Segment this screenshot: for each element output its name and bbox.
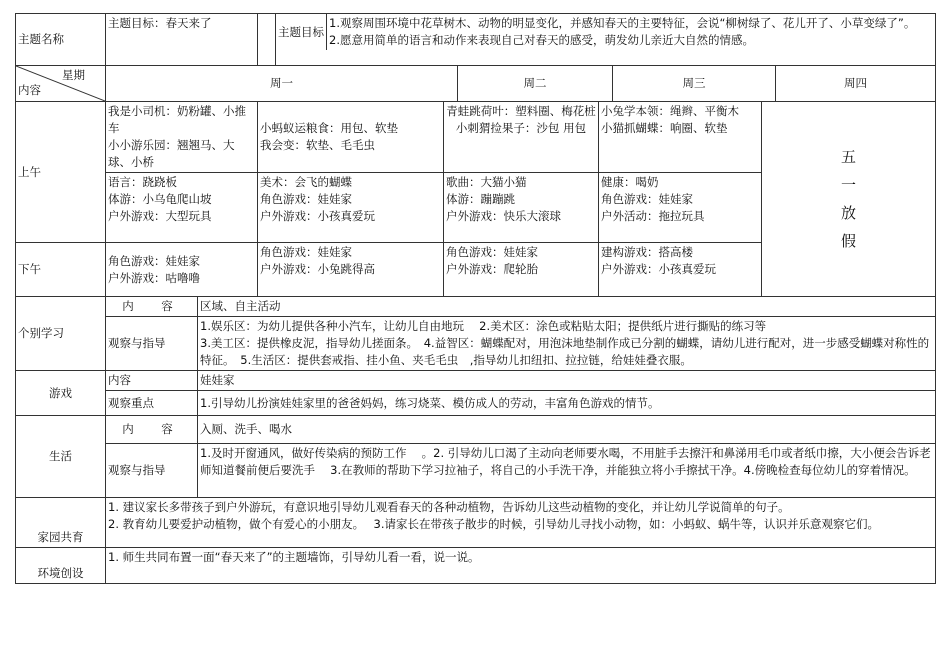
home-line-2: 2. 教育幼儿要爱护动植物，做个有爱心的小朋友。 3.请家长在带孩子散步的时候，引导幼儿寻找小动物，如：小蚂蚁、蜗牛等，认识并乐意观察它们。: [108, 517, 879, 531]
environment-row: [16, 548, 936, 584]
life-observe-row: [16, 444, 936, 498]
individual-content-row: [16, 297, 936, 317]
game-focus: 1.引导幼儿扮演娃娃家里的爸爸妈妈，练习烧菜、模仿成人的劳动，丰富角色游戏的情节。: [198, 391, 936, 416]
friday-char-1: 五: [840, 148, 856, 166]
morning-mon-1: [106, 102, 258, 173]
morning-wed-1-line-2: 小刺猬捡果子：沙包 用包: [455, 121, 587, 135]
goal-spacer: [258, 14, 276, 66]
individual-observe-label: 观察与指导: [106, 317, 198, 371]
day-header-mon: 周一: [106, 66, 458, 102]
life-label: 生活: [16, 416, 106, 498]
afternoon-thu-line-2: 户外游戏：小孩真爱玩: [601, 262, 716, 276]
individual-content: 区域、自主活动: [198, 297, 936, 317]
afternoon-wed: [444, 243, 599, 297]
life-observe-label: 观察与指导: [106, 444, 198, 498]
morning-wed-2-line-2: 体游：蹦蹦跳: [446, 192, 515, 206]
day-header-wed: 周三: [613, 66, 776, 102]
morning-thu-1: [599, 102, 762, 173]
morning-tue-2-line-3: 户外游戏：小孩真爱玩: [260, 209, 375, 223]
life-observe: 1.及时开窗通风，做好传染病的预防工作 。2. 引导幼儿口渴了主动向老师要水喝，不用脏手去擦汗和鼻涕用毛巾或者纸巾擦，大小便会告诉老师知道餐前便后要洗手 3.在教师的帮助下学习拉袖子，将自己的小手洗干净，并能独立将小手擦拭干净。4.傍晚检查每位幼儿的穿着情况。: [198, 444, 936, 498]
afternoon-mon: [106, 243, 258, 297]
morning-thu-1-line-1: 小兔学本领：绳辫、平衡木: [601, 104, 739, 118]
morning-wed-2-line-1: 歌曲：大猫小猫: [446, 175, 527, 189]
morning-mon-1-line-2: 小小游乐园：翘翘马、大球、小桥: [108, 138, 235, 169]
life-content: 入厕、洗手、喝水: [198, 416, 936, 444]
weekly-plan-sheet: [15, 13, 935, 591]
corner-weekday-label: 星期: [62, 68, 85, 82]
individual-label: 个别学习: [16, 297, 106, 371]
weekly-plan-table: [15, 13, 936, 102]
morning-wed-1: [444, 102, 599, 173]
friday-char-2: 一: [840, 176, 856, 194]
morning-tue-1-line-1: 小蚂蚁运粮食：用包、软垫: [260, 121, 398, 135]
activities-table: [15, 296, 936, 584]
game-label: 游戏: [16, 371, 106, 416]
afternoon-wed-line-2: 户外游戏：爬轮胎: [446, 262, 538, 276]
home-label: 家园共育: [16, 498, 106, 548]
morning-thu-2-line-3: 户外活动：拖拉玩具: [601, 209, 705, 223]
environment-content: 1. 师生共同布置一面“春天来了”的主题墙饰，引导幼儿看一看，说一说。: [106, 548, 936, 584]
morning-wed-1-line-1: 青蛙跳荷叶：塑料圈、梅花桩: [446, 104, 596, 118]
morning-wed-2-line-3: 户外游戏：快乐大滚球: [446, 209, 561, 223]
individual-observe-line-1: 1.娱乐区：为幼儿提供各种小汽车，让幼儿自由地玩 2.美术区：涂色或粘贴太阳；提供纸片进行撕贴的练习等: [200, 319, 767, 333]
afternoon-thu-line-1: 建构游戏：搭高楼: [601, 245, 693, 259]
life-content-label: 内 容: [106, 416, 198, 444]
afternoon-label: 下午: [16, 243, 106, 297]
individual-observe: [198, 317, 936, 371]
morning-mon-2: [106, 173, 258, 243]
morning-label: 上午: [16, 102, 106, 243]
morning-thu-2-line-1: 健康：喝奶: [601, 175, 659, 189]
morning-wed-2: [444, 173, 599, 243]
theme-goal-1: 1.观察周围环境中花草树木、动物的明显变化，并感知春天的主要特征，会说“柳树绿了、花儿开了、小草变绿了”。: [329, 16, 916, 30]
afternoon-tue-line-1: 角色游戏：娃娃家: [260, 245, 352, 259]
afternoon-tue: [258, 243, 444, 297]
day-header-tue: 周二: [458, 66, 613, 102]
game-focus-label: 观察重点: [106, 391, 198, 416]
header-row: [16, 66, 936, 102]
morning-mon-2-line-2: 体游：小乌龟爬山坡: [108, 192, 212, 206]
home-content: [106, 498, 936, 548]
corner-content-label: 内容: [18, 83, 41, 97]
morning-tue-2-line-1: 美术：会飞的蝴蝶: [260, 175, 352, 189]
theme-goal-label: 主题目标: [276, 14, 327, 50]
home-row: [16, 498, 936, 548]
morning-tue-1-line-2: 我会变：软垫、毛毛虫: [260, 138, 375, 152]
morning-tue-2-line-2: 角色游戏：娃娃家: [260, 192, 352, 206]
game-content-row: [16, 371, 936, 391]
individual-observe-line-2: 3.美工区：提供橡皮泥，指导幼儿搓面条。 4.益智区：蝴蝶配对，用泡沫地垫制作成已分割的蝴蝶，请幼儿进行配对，进一步感受蝴蝶对称性的特征。 5.生活区：提供套戒指、挂小鱼、夹毛毛虫 ,指导幼儿扣纽扣、拉拉链，给娃娃叠衣服。: [200, 336, 930, 367]
morning-row-1: [16, 102, 936, 173]
afternoon-mon-line-1: 角色游戏：娃娃家: [108, 253, 200, 268]
home-line-1: 1. 建议家长多带孩子到户外游玩，有意识地引导幼儿观看春天的各种动植物，告诉幼儿这些动植物的变化，并让幼儿学说简单的句子。: [108, 500, 790, 514]
morning-mon-2-line-1: 语言：跷跷板: [108, 175, 177, 189]
afternoon-mon-line-2: 户外游戏：咕噜噜: [108, 270, 200, 285]
environment-label: 环境创设: [16, 548, 106, 584]
day-header-thu: 周四: [776, 66, 936, 102]
game-focus-row: [16, 391, 936, 416]
afternoon-tue-line-2: 户外游戏：小兔跳得高: [260, 262, 375, 276]
theme-name-label: 主题名称: [16, 14, 106, 66]
morning-mon-2-line-3: 户外游戏：大型玩具: [108, 209, 212, 223]
theme-row: [16, 14, 936, 66]
theme-cell: 主题目标：春天来了: [106, 14, 258, 66]
morning-thu-1-line-2: 小猫抓蝴蝶：响圈、软垫: [601, 121, 728, 135]
morning-thu-2: [599, 173, 762, 243]
friday-char-3: 放: [840, 204, 856, 222]
individual-observe-row: [16, 317, 936, 371]
friday-holiday: [762, 102, 936, 297]
morning-tue-1: [258, 102, 444, 173]
theme-goal-2: 2.愿意用简单的语言和动作来表现自己对春天的感受，萌发幼儿亲近大自然的情感。: [329, 33, 754, 47]
individual-content-label: 内 容: [106, 297, 198, 317]
morning-thu-2-line-2: 角色游戏：娃娃家: [601, 192, 693, 206]
goal-inner: [276, 14, 935, 50]
schedule-table: [15, 101, 936, 297]
life-content-row: [16, 416, 936, 444]
morning-tue-2: [258, 173, 444, 243]
game-content-label: 内容: [106, 371, 198, 391]
corner-header: [16, 66, 106, 102]
afternoon-thu: [599, 243, 762, 297]
friday-char-4: 假: [840, 232, 856, 250]
game-content: 娃娃家: [198, 371, 936, 391]
afternoon-wed-line-1: 角色游戏：娃娃家: [446, 245, 538, 259]
morning-mon-1-line-1: 我是小司机：奶粉罐、小推车: [108, 104, 246, 135]
